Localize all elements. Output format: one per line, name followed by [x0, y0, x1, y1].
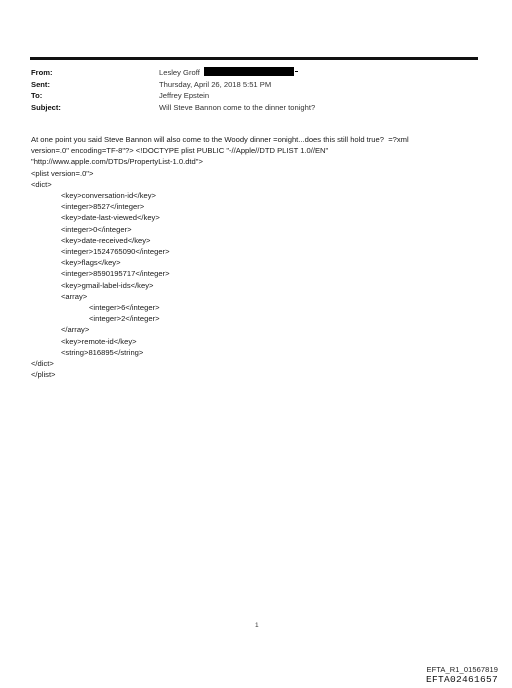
subject-label: Subject: [31, 102, 61, 112]
body-line: version=.0" encoding=TF-8"?> <!DOCTYPE plist PUBLIC "-//Apple//DTD PLIST 1.0//EN" [31, 146, 329, 156]
body-line: <key>date-received</key> [61, 235, 151, 245]
body-line: <key>date-last-viewed</key> [61, 213, 160, 223]
sent-value: Thursday, April 26, 2018 5:51 PM [159, 79, 272, 89]
body-line: "http://www.apple.com/DTDs/PropertyList-1.0.dtd"> [31, 157, 203, 167]
body-line: At one point you said Steve Bannon will also come to the Woody dinner =onight...does this still hold true? =?xml [31, 135, 409, 144]
to-label: To: [31, 91, 43, 100]
from-value [159, 67, 298, 79]
to-row [31, 90, 471, 102]
body-line: <array> [61, 291, 88, 301]
body-line: <integer>6</integer> [89, 303, 160, 313]
body-line: </plist> [31, 370, 56, 380]
sent-label: Sent: [31, 79, 50, 89]
body-line: <key>gmail-label-ids</key> [61, 280, 154, 290]
subject-value: Will Steve Bannon come to the dinner tonight? [159, 102, 316, 112]
redaction-bar [204, 67, 294, 76]
from-row [31, 67, 471, 79]
body-line: <key>remote-id</key> [61, 336, 137, 346]
body-line: <key>conversation-id</key> [61, 191, 156, 201]
body-line: </array> [61, 325, 90, 335]
body-line: </dict> [31, 359, 54, 369]
page-number: 1 [255, 622, 259, 629]
body-line: <plist version=.0"> [31, 168, 94, 178]
body-line: <integer>2</integer> [89, 314, 160, 324]
body-line: <integer>8527</integer> [61, 202, 145, 212]
subject-row [31, 102, 471, 114]
from-label: From: [31, 68, 53, 77]
body-line: <integer>8590195717</integer> [61, 269, 170, 279]
from-name: Lesley Groff [159, 68, 200, 77]
body-line: <integer>0</integer> [61, 224, 132, 234]
sent-row [31, 79, 471, 91]
body-line: <key>flags</key> [61, 258, 121, 268]
body-line: <integer>1524765090</integer> [61, 247, 170, 257]
bates-stamp-secondary: EFTA02461657 [425, 674, 498, 685]
body-line: <dict> [31, 179, 52, 189]
email-header [31, 67, 471, 113]
header-rule [30, 57, 478, 60]
email-body [31, 134, 471, 380]
bates-stamp-primary: EFTA_R1_01567819 [426, 665, 498, 674]
to-value: Jeffrey Epstein [159, 91, 210, 100]
body-line: <string>816895</string> [61, 347, 144, 357]
redaction-tail [295, 71, 298, 72]
